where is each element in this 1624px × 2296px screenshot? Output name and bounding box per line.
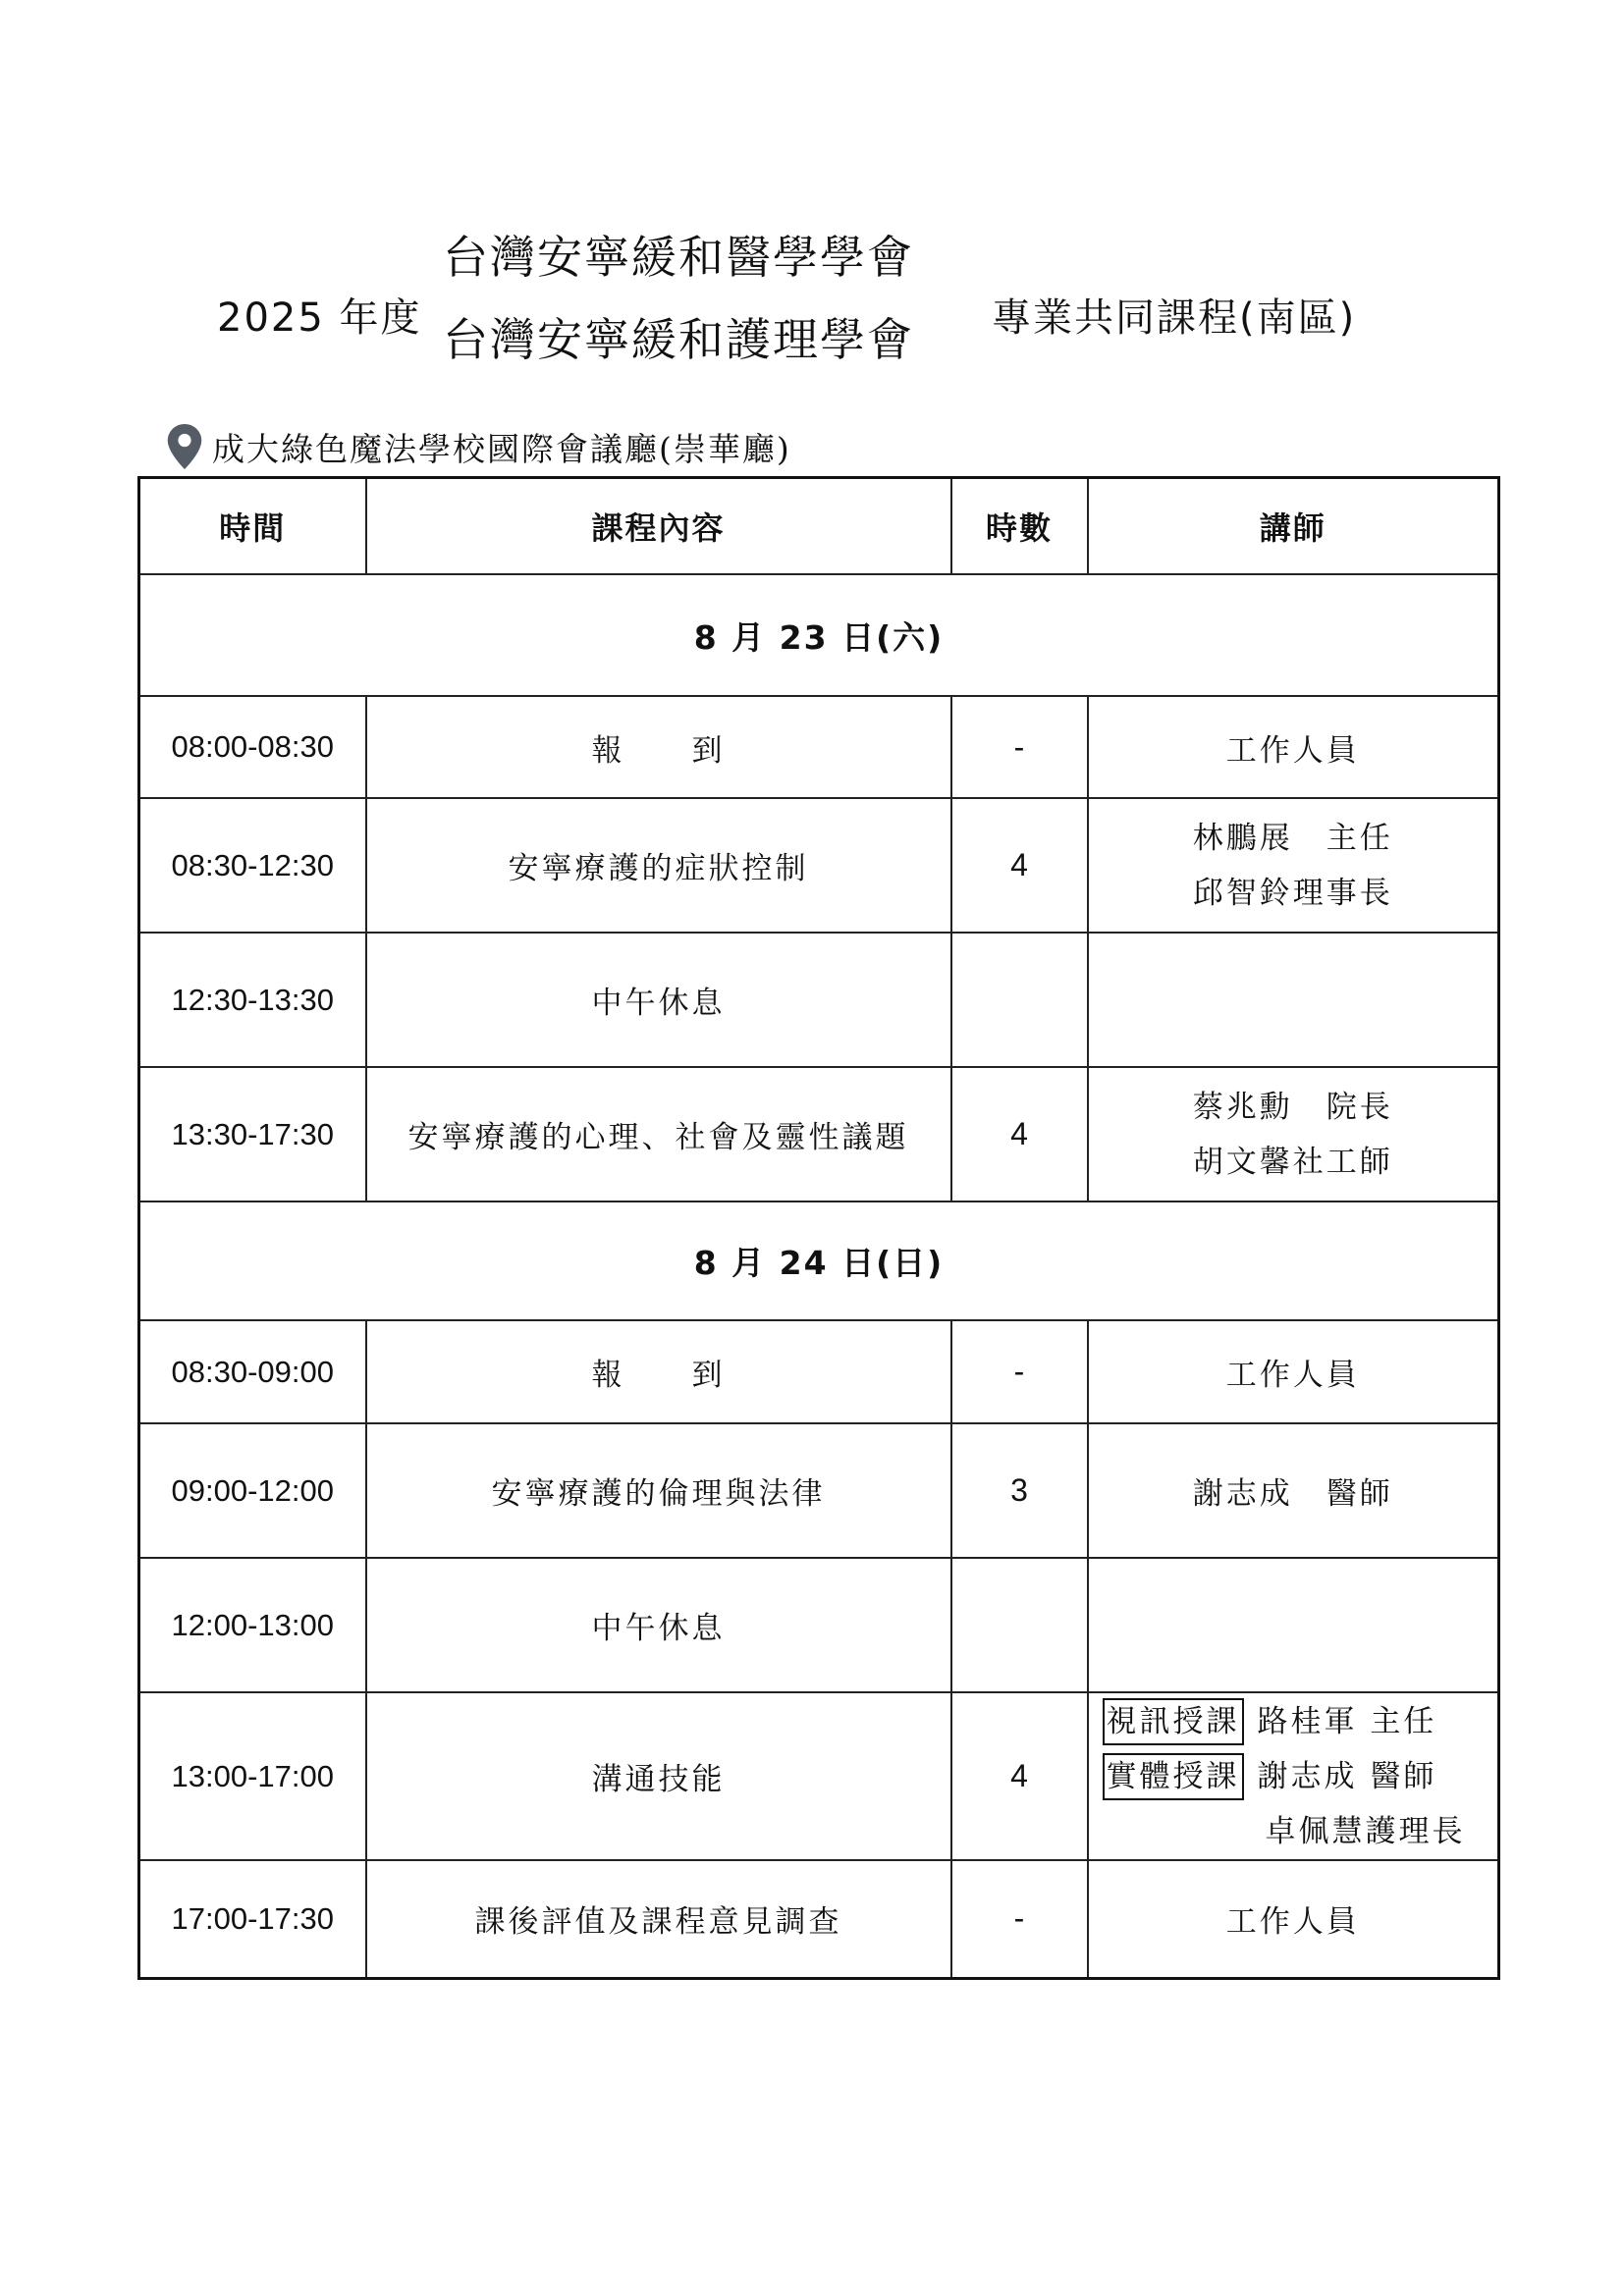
location-pin-icon bbox=[167, 424, 202, 469]
header-course: 課程內容 bbox=[366, 478, 951, 575]
table-row bbox=[139, 1423, 1499, 1558]
row-time: 08:30-09:00 bbox=[139, 1320, 366, 1423]
table-row bbox=[139, 696, 1499, 798]
row-course: 安寧療護的倫理與法律 bbox=[366, 1423, 951, 1558]
row-time: 13:00-17:00 bbox=[139, 1692, 366, 1860]
date-row-day2 bbox=[139, 1201, 1499, 1320]
venue-name: 成大綠色魔法學校國際會議廳(崇華廳) bbox=[212, 429, 791, 468]
table-header-row bbox=[139, 478, 1499, 575]
row-course: 安寧療護的心理、社會及靈性議題 bbox=[366, 1067, 951, 1201]
date-day1: 8 月 23 日(六) bbox=[139, 574, 1499, 696]
row-teacher bbox=[1088, 1067, 1499, 1201]
schedule-table bbox=[137, 476, 1500, 1980]
row-hours: 4 bbox=[951, 798, 1088, 933]
row-time: 09:00-12:00 bbox=[139, 1423, 366, 1558]
header-teacher: 講師 bbox=[1088, 478, 1499, 575]
table-row bbox=[139, 1320, 1499, 1423]
row-hours: - bbox=[951, 696, 1088, 798]
row-course: 溝通技能 bbox=[366, 1692, 951, 1860]
row-time: 17:00-17:30 bbox=[139, 1860, 366, 1978]
row-time: 12:30-13:30 bbox=[139, 933, 366, 1067]
row-course: 報 到 bbox=[366, 1320, 951, 1423]
row-teacher: 工作人員 bbox=[1088, 1320, 1499, 1423]
row-hours: 3 bbox=[951, 1423, 1088, 1558]
row-teacher: 工作人員 bbox=[1088, 1860, 1499, 1978]
online-teacher-line bbox=[1089, 1694, 1498, 1749]
teacher-name: 謝志成 醫師 bbox=[1257, 1758, 1437, 1794]
row-teacher bbox=[1088, 933, 1499, 1067]
table-row bbox=[139, 1692, 1499, 1860]
row-course: 中午休息 bbox=[366, 933, 951, 1067]
header-time: 時間 bbox=[139, 478, 366, 575]
row-course: 課後評值及課程意見調查 bbox=[366, 1860, 951, 1978]
table-row bbox=[139, 1067, 1499, 1201]
row-time: 13:30-17:30 bbox=[139, 1067, 366, 1201]
row-teacher: 謝志成 醫師 bbox=[1088, 1423, 1499, 1558]
row-teacher: 工作人員 bbox=[1088, 696, 1499, 798]
row-hours: 4 bbox=[951, 1067, 1088, 1201]
document-title bbox=[211, 222, 1448, 369]
venue-location bbox=[167, 422, 791, 471]
title-year: 2025 年度 bbox=[217, 295, 422, 341]
onsite-teacher-line-2 bbox=[1089, 1804, 1498, 1859]
table-row bbox=[139, 1860, 1499, 1978]
onsite-mode-badge: 實體授課 bbox=[1103, 1753, 1244, 1800]
teacher-name: 胡文馨社工師 bbox=[1192, 1144, 1393, 1180]
row-time: 08:00-08:30 bbox=[139, 696, 366, 798]
teacher-name: 蔡兆勳 院長 bbox=[1192, 1089, 1393, 1125]
table-row bbox=[139, 798, 1499, 933]
teacher-name: 林鵬展 主任 bbox=[1192, 820, 1393, 856]
row-time: 08:30-12:30 bbox=[139, 798, 366, 933]
row-time: 12:00-13:00 bbox=[139, 1558, 366, 1692]
table-row bbox=[139, 1558, 1499, 1692]
row-teacher bbox=[1088, 1558, 1499, 1692]
teacher-name: 邱智鈴理事長 bbox=[1192, 875, 1393, 911]
date-day2: 8 月 24 日(日) bbox=[139, 1201, 1499, 1320]
teacher-name: 路桂軍 主任 bbox=[1257, 1703, 1437, 1739]
teacher-name: 卓佩慧護理長 bbox=[1265, 1813, 1466, 1849]
title-course-name: 專業共同課程(南區) bbox=[992, 295, 1357, 341]
header-hours: 時數 bbox=[951, 478, 1088, 575]
table-row bbox=[139, 933, 1499, 1067]
row-hours bbox=[951, 1558, 1088, 1692]
title-society-medicine: 台灣安寧緩和醫學學會 bbox=[443, 231, 914, 284]
row-hours: - bbox=[951, 1320, 1088, 1423]
onsite-teacher-line bbox=[1089, 1749, 1498, 1804]
row-hours: - bbox=[951, 1860, 1088, 1978]
row-teacher bbox=[1088, 1692, 1499, 1860]
date-row-day1 bbox=[139, 574, 1499, 696]
title-society-nursing: 台灣安寧緩和護理學會 bbox=[443, 313, 914, 366]
row-course: 中午休息 bbox=[366, 1558, 951, 1692]
online-mode-badge: 視訊授課 bbox=[1103, 1698, 1244, 1745]
row-hours bbox=[951, 933, 1088, 1067]
row-hours: 4 bbox=[951, 1692, 1088, 1860]
row-teacher bbox=[1088, 798, 1499, 933]
row-course: 安寧療護的症狀控制 bbox=[366, 798, 951, 933]
row-course: 報 到 bbox=[366, 696, 951, 798]
